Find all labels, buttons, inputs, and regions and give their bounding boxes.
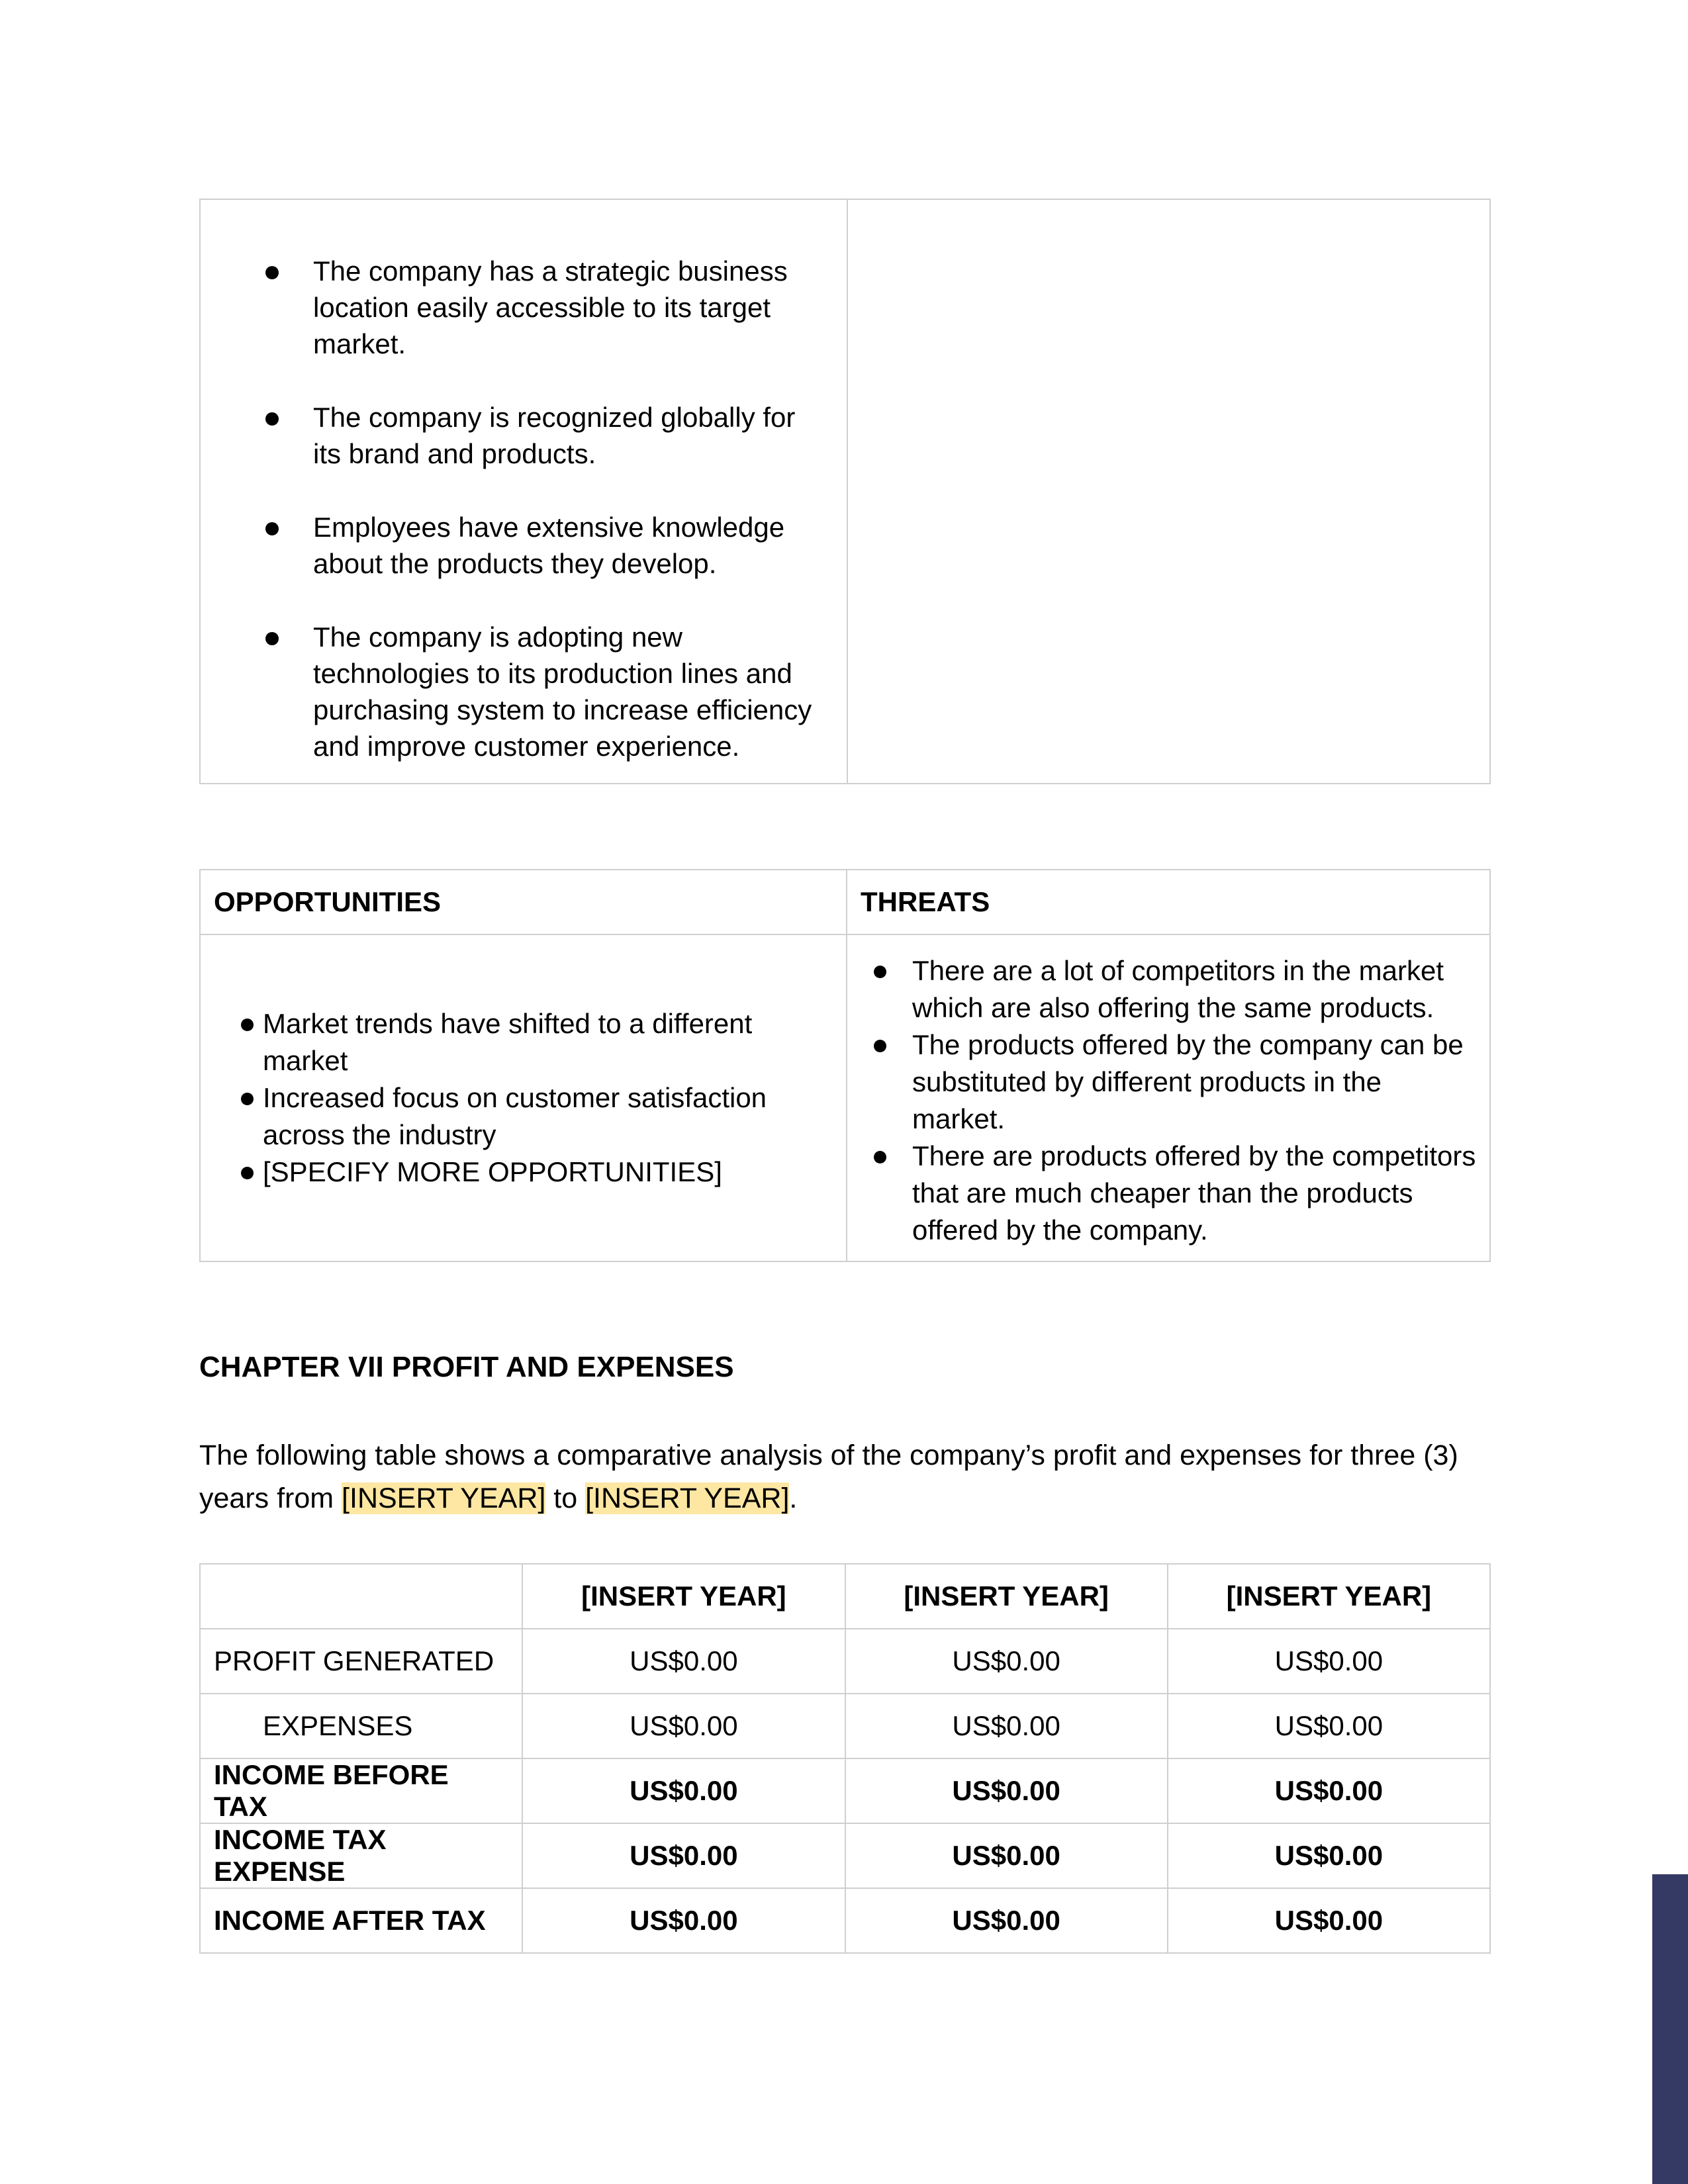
list-item: Market trends have shifted to a different market <box>214 1005 833 1079</box>
table-row <box>200 1694 1490 1758</box>
table-cell: US$0.00 <box>1168 1823 1490 1888</box>
intro-connector: to <box>545 1482 586 1514</box>
opportunities-threats-table <box>199 869 1491 1262</box>
row-label: INCOME TAX EXPENSE <box>200 1823 522 1888</box>
table-header-cell <box>200 1564 522 1629</box>
strengths-table <box>199 199 1491 784</box>
threats-cell <box>847 934 1490 1261</box>
list-item: The products offered by the company can be substituted by different products in the market. <box>861 1026 1476 1138</box>
year-placeholder: [INSERT YEAR] <box>342 1482 546 1514</box>
table-row <box>200 1758 1490 1823</box>
profit-expenses-table <box>199 1563 1491 1954</box>
table-cell: US$0.00 <box>1168 1758 1490 1823</box>
strengths-cell <box>200 199 847 784</box>
table-row <box>200 1888 1490 1953</box>
intro-paragraph <box>199 1434 1497 1520</box>
row-label: EXPENSES <box>200 1694 522 1758</box>
intro-end: . <box>789 1482 798 1514</box>
table-cell: US$0.00 <box>522 1758 845 1823</box>
list-item: [SPECIFY MORE OPPORTUNITIES] <box>214 1154 833 1191</box>
table-header-cell: [INSERT YEAR] <box>522 1564 845 1629</box>
weaknesses-cell <box>847 199 1490 784</box>
row-label: INCOME AFTER TAX <box>200 1888 522 1953</box>
chapter-title: CHAPTER VII PROFIT AND EXPENSES <box>199 1351 734 1383</box>
table-row <box>200 1629 1490 1694</box>
table-header-row <box>200 1564 1490 1629</box>
row-label: INCOME BEFORE TAX <box>200 1758 522 1823</box>
year-placeholder: [INSERT YEAR] <box>585 1482 790 1514</box>
threats-list <box>861 952 1476 1249</box>
table-header-cell: [INSERT YEAR] <box>845 1564 1168 1629</box>
table-cell: US$0.00 <box>845 1629 1168 1694</box>
table-cell: US$0.00 <box>522 1694 845 1758</box>
list-item: The company is adopting new technologies to its production lines and purchasing system to increase efficiency and improve customer experience. <box>201 619 827 764</box>
opportunities-cell <box>200 934 847 1261</box>
table-cell: US$0.00 <box>845 1694 1168 1758</box>
list-item: The company is recognized globally for its brand and products. <box>201 399 827 472</box>
table-header-cell: [INSERT YEAR] <box>1168 1564 1490 1629</box>
intro-text: The following table shows a comparative analysis of the company’s profit and expenses for three (3) years from <box>199 1439 1458 1514</box>
opportunities-header: OPPORTUNITIES <box>200 870 847 934</box>
table-cell: US$0.00 <box>1168 1694 1490 1758</box>
table-cell: US$0.00 <box>845 1888 1168 1953</box>
list-item: Increased focus on customer satisfaction across the industry <box>214 1079 833 1154</box>
list-item: Employees have extensive knowledge about the products they develop. <box>201 509 827 582</box>
table-cell: US$0.00 <box>522 1823 845 1888</box>
strengths-list <box>201 200 847 764</box>
table-cell: US$0.00 <box>845 1758 1168 1823</box>
opportunities-list <box>214 1005 833 1191</box>
list-item: There are products offered by the competitors that are much cheaper than the products offered by the company. <box>861 1138 1476 1249</box>
table-cell: US$0.00 <box>522 1629 845 1694</box>
threats-header: THREATS <box>847 870 1490 934</box>
list-item: There are a lot of competitors in the market which are also offering the same products. <box>861 952 1476 1026</box>
table-cell: US$0.00 <box>522 1888 845 1953</box>
side-accent-tab <box>1652 1874 1688 2184</box>
table-row <box>200 1823 1490 1888</box>
list-item: The company has a strategic business location easily accessible to its target market. <box>201 253 827 362</box>
table-cell: US$0.00 <box>1168 1629 1490 1694</box>
row-label: PROFIT GENERATED <box>200 1629 522 1694</box>
table-cell: US$0.00 <box>845 1823 1168 1888</box>
table-cell: US$0.00 <box>1168 1888 1490 1953</box>
